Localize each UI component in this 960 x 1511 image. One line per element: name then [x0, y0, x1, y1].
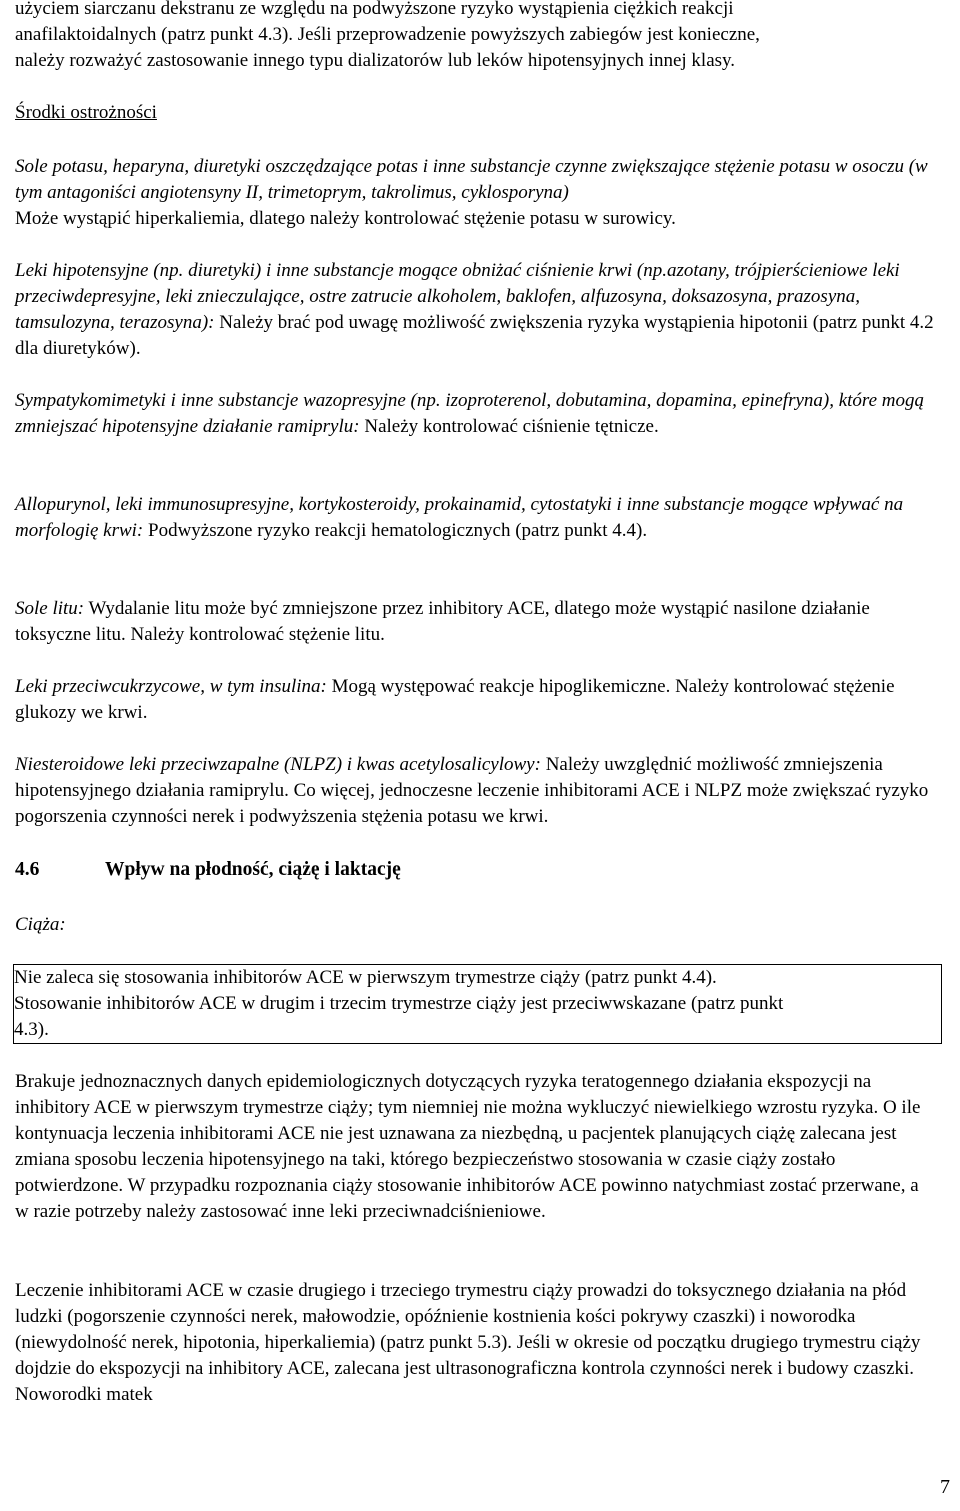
pregnancy-warning-box	[13, 964, 942, 1044]
box-line-3: 4.3).	[14, 1019, 49, 1040]
allopurinol-text: Podwyższone ryzyko reakcji hematologicznych (patrz punkt 4.4).	[143, 520, 648, 541]
section-title: Wpływ na płodność, ciążę i laktację	[105, 859, 401, 880]
hypotensive-paragraph	[15, 258, 945, 362]
antidiabetics-paragraph	[15, 674, 945, 726]
precautions-heading: Środki ostrożności	[15, 102, 157, 123]
potassium-paragraph	[15, 154, 945, 232]
hypotensive-text: Należy brać pod uwagę możliwość zwiększenia ryzyka wystąpienia hipotonii (patrz punkt 4.2 dla diuretyków).	[15, 312, 934, 359]
antidiabetics-text: Mogą występować reakcje hipoglikemiczne. Należy kontrolować stężenie glukozy we krwi.	[15, 676, 895, 723]
second-trimester-paragraph: Leczenie inhibitorami ACE w czasie drugiego i trzeciego trymestru ciąży prowadzi do toksycznego działania na płód ludzki (pogorszenie czynności nerek, małowodzie, opóźnienie kostnienia kości pokrywy czaszki) i noworodka (niewydolność nerek, hipotonia, hiperkaliemia) (patrz punkt 5.3). Jeśli w okresie od początku drugiego trymestru ciąży dojdzie do ekspozycji na inhibitory ACE, zalecana jest ultrasonograficzna kontrola czynności nerek i budowy czaszki. Noworodki matek	[15, 1280, 921, 1405]
section-heading	[15, 857, 401, 883]
sympathomimetics-text: Należy kontrolować ciśnienie tętnicze.	[359, 416, 659, 437]
allopurinol-paragraph	[15, 492, 945, 544]
top-line-1: użyciem siarczanu dekstranu ze względu na podwyższone ryzyko wystąpienia ciężkich reakcji	[15, 0, 734, 19]
lithium-italic: Sole litu:	[15, 598, 85, 619]
nsaids-text: Należy uwzględnić możliwość zmniejszenia hipotensyjnego działania ramiprylu. Co więcej, jednoczesne leczenie inhibitorami ACE i NLPZ może zwiększać ryzyko pogorszenia czynności nerek i podwyższenia stężenia potasu we krwi.	[15, 754, 929, 827]
pregnancy-label: Ciąża:	[15, 914, 66, 935]
antidiabetics-italic: Leki przeciwcukrzycowe, w tym insulina:	[15, 676, 327, 697]
epidemiology-paragraph: Brakuje jednoznacznych danych epidemiologicznych dotyczących ryzyka teratogennego działania ekspozycji na inhibitory ACE w pierwszym trymestrze ciąży; tym niemniej nie można wykluczyć niewielkiego wzrostu ryzyka. O ile kontynuacja leczenia inhibitorami ACE nie jest uznawana za niezbędną, u pacjentek planujących ciążę zalecana jest zmiana sposobu leczenia hipotensyjnego na taki, którego bezpieczeństwo stosowania w czasie ciąży zostało potwierdzone. W przypadku rozpoznania ciąży stosowanie inhibitorów ACE powinno natychmiast zostać przerwane, a w razie potrzeby należy zastosować inne leki przeciwnadciśnieniowe.	[15, 1071, 921, 1222]
sympathomimetics-paragraph	[15, 388, 945, 440]
top-line-2: anafilaktoidalnych (patrz punkt 4.3). Jeśli przeprowadzenie powyższych zabiegów jest konieczne,	[15, 24, 760, 45]
page-number: 7	[940, 1476, 950, 1498]
box-line-2: Stosowanie inhibitorów ACE w drugim i trzecim trymestrze ciąży jest przeciwwskazane (patrz punkt	[14, 993, 784, 1014]
allopurinol-italic: Allopurynol, leki immunosupresyjne, kortykosteroidy, prokainamid, cytostatyki i inne substancje mogące wpływać na morfologię krwi:	[15, 494, 904, 541]
potassium-text: Może wystąpić hiperkaliemia, dlatego należy kontrolować stężenie potasu w surowicy.	[15, 208, 676, 229]
lithium-text: Wydalanie litu może być zmniejszone przez inhibitory ACE, dlatego może wystąpić nasilone działanie toksyczne litu. Należy kontrolować stężenie litu.	[15, 598, 870, 645]
nsaids-paragraph	[15, 752, 945, 830]
hypotensive-italic: Leki hipotensyjne (np. diuretyki) i inne substancje mogące obniżać ciśnienie krwi (np.azotany, trójpierścieniowe leki przeciwdepresyjne, leki znieczulające, ostre zatrucie alkoholem, baklofen, alfuzosyna, doksazosyna, prazosyna, tamsulozyna, terazosyna):	[15, 260, 900, 333]
top-paragraph	[15, 0, 945, 74]
top-line-3: należy rozważyć zastosowanie innego typu dializatorów lub leków hipotensyjnych innej klasy.	[15, 50, 736, 71]
section-number: 4.6	[15, 859, 40, 880]
box-line-1: Nie zaleca się stosowania inhibitorów ACE w pierwszym trymestrze ciąży (patrz punkt 4.4).	[14, 967, 717, 988]
lithium-paragraph	[15, 596, 945, 648]
potassium-italic: Sole potasu, heparyna, diuretyki oszczędzające potas i inne substancje czynne zwiększające stężenie potasu w osoczu (w tym antagoniści angiotensyny II, trimetoprym, takrolimus, cyklosporyna)	[15, 156, 928, 203]
nsaids-italic: Niesteroidowe leki przeciwzapalne (NLPZ) i kwas acetylosalicylowy:	[15, 754, 541, 775]
sympathomimetics-italic: Sympatykomimetyki i inne substancje wazopresyjne (np. izoproterenol, dobutamina, dopamina, epinefryna), które mogą zmniejszać hipotensyjne działanie ramiprylu:	[15, 390, 925, 437]
